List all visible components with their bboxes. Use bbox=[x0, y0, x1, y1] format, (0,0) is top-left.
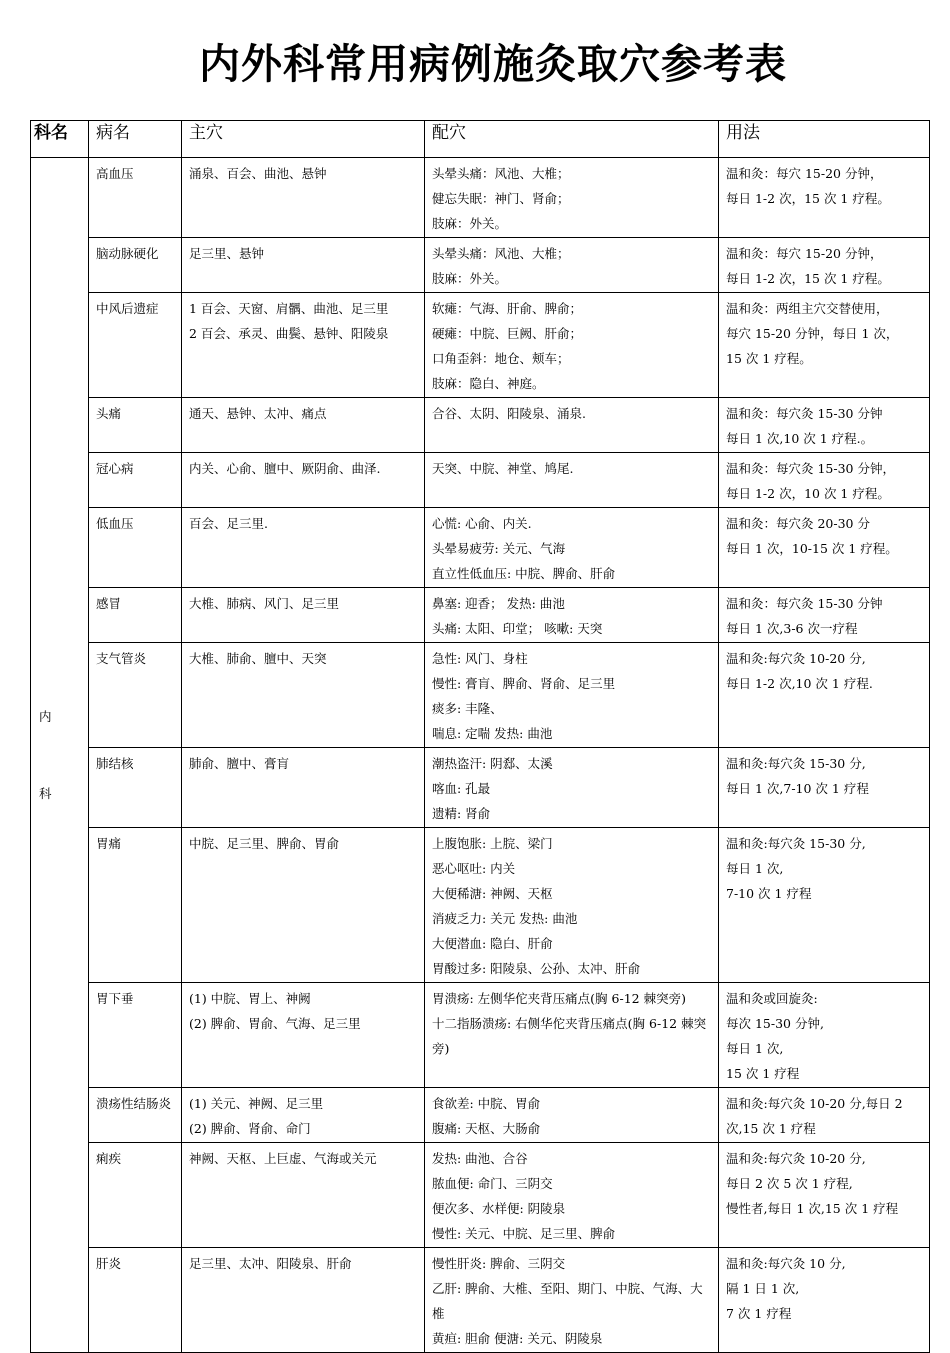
table-row bbox=[31, 748, 930, 828]
secondary-line: 肢麻：外关。 bbox=[432, 271, 508, 286]
secondary-line: 发热: 曲池、合谷 bbox=[432, 1151, 528, 1166]
usage-line: 每日 1 次, bbox=[726, 861, 784, 876]
secondary-line: 食欲差: 中脘、胃俞 bbox=[432, 1096, 541, 1111]
dept-label-char: 科 bbox=[39, 786, 52, 801]
secondary-line: 头晕头痛：风池、大椎； bbox=[432, 166, 570, 181]
secondary-line: 健忘失眠：神门、肾俞； bbox=[432, 191, 570, 206]
main-line: 足三里、太冲、阳陵泉、肝俞 bbox=[189, 1256, 352, 1271]
table-row bbox=[31, 398, 930, 453]
main-line: 大椎、肺病、风门、足三里 bbox=[189, 596, 340, 611]
usage-line: 慢性者,每日 1 次,15 次 1 疗程 bbox=[726, 1201, 899, 1216]
secondary-cell bbox=[425, 238, 719, 293]
main-cell bbox=[182, 398, 425, 453]
usage-line: 温和灸：每穴灸 20-30 分 bbox=[726, 516, 870, 531]
usage-line: 温和灸：每穴灸 15-30 分钟， bbox=[726, 461, 895, 476]
main-line: 中脘、足三里、脾俞、胃俞 bbox=[189, 836, 340, 851]
table-row bbox=[31, 453, 930, 508]
usage-line: 温和灸:每穴灸 15-30 分, bbox=[726, 756, 866, 771]
secondary-line: 鼻塞: 迎香； 发热: 曲池 bbox=[432, 596, 565, 611]
secondary-line: 胃溃疡: 左侧华佗夹背压痛点(胸 6-12 棘突旁) bbox=[432, 991, 686, 1006]
usage-cell bbox=[719, 398, 930, 453]
usage-line: 15 次 1 疗程。 bbox=[726, 351, 812, 366]
usage-line: 每日 1 次，10-15 次 1 疗程。 bbox=[726, 541, 898, 556]
disease-cell: 溃疡性结肠炎 bbox=[89, 1088, 182, 1143]
main-line: 内关、心俞、膻中、厥阴俞、曲泽. bbox=[189, 461, 381, 476]
usage-cell bbox=[719, 1248, 930, 1353]
secondary-line: 黄疸: 胆俞 便溏: 关元、阴陵泉 bbox=[432, 1331, 603, 1346]
disease-cell: 中风后遗症 bbox=[89, 293, 182, 398]
header-dept: 科名 bbox=[31, 121, 89, 158]
usage-line: 7 次 1 疗程 bbox=[726, 1306, 792, 1321]
usage-line: 隔 1 日 1 次, bbox=[726, 1281, 800, 1296]
main-line: (1) 关元、神阙、足三里 bbox=[189, 1096, 324, 1111]
usage-line: 每日 2 次 5 次 1 疗程, bbox=[726, 1176, 853, 1191]
secondary-cell bbox=[425, 293, 719, 398]
disease-cell: 胃下垂 bbox=[89, 983, 182, 1088]
header-main-points: 主穴 bbox=[182, 121, 425, 158]
usage-line: 温和灸:每穴灸 15-30 分, bbox=[726, 836, 866, 851]
table-body bbox=[31, 158, 930, 1353]
usage-cell bbox=[719, 828, 930, 983]
secondary-line: 肢麻：外关。 bbox=[432, 216, 508, 231]
disease-cell: 痢疾 bbox=[89, 1143, 182, 1248]
secondary-line: 天突、中脘、神堂、鸠尾. bbox=[432, 461, 574, 476]
usage-cell bbox=[719, 158, 930, 238]
usage-cell bbox=[719, 453, 930, 508]
secondary-line: 合谷、太阴、阳陵泉、涌泉. bbox=[432, 406, 586, 421]
header-usage: 用法 bbox=[719, 121, 930, 158]
usage-line: 每日 1 次,10 次 1 疗程.。 bbox=[726, 431, 874, 446]
secondary-line: 消疲乏力: 关元 发热: 曲池 bbox=[432, 911, 578, 926]
main-line: (2) 脾俞、胃俞、气海、足三里 bbox=[189, 1016, 361, 1031]
disease-cell: 高血压 bbox=[89, 158, 182, 238]
secondary-cell bbox=[425, 983, 719, 1088]
usage-line: 每日 1-2 次，10 次 1 疗程。 bbox=[726, 486, 890, 501]
table-row bbox=[31, 508, 930, 588]
table-row bbox=[31, 293, 930, 398]
usage-line: 每穴 15-20 分钟，每日 1 次， bbox=[726, 326, 899, 341]
usage-line: 每日 1-2 次，15 次 1 疗程。 bbox=[726, 191, 890, 206]
secondary-line: 便次多、水样便: 阴陵泉 bbox=[432, 1201, 566, 1216]
secondary-cell bbox=[425, 1143, 719, 1248]
secondary-line: 直立性低血压: 中脘、脾俞、肝俞 bbox=[432, 566, 616, 581]
table-row bbox=[31, 158, 930, 238]
secondary-cell bbox=[425, 588, 719, 643]
usage-cell bbox=[719, 1088, 930, 1143]
page-title: 内外科常用病例施灸取穴参考表 bbox=[199, 40, 787, 88]
usage-line: 温和灸或回旋灸: bbox=[726, 991, 818, 1006]
disease-cell: 脑动脉硬化 bbox=[89, 238, 182, 293]
secondary-line: 大便潜血: 隐白、肝俞 bbox=[432, 936, 553, 951]
disease-cell: 胃痛 bbox=[89, 828, 182, 983]
usage-line: 每日 1 次,7-10 次 1 疗程 bbox=[726, 781, 869, 796]
usage-line: 15 次 1 疗程 bbox=[726, 1066, 800, 1081]
header-disease: 病名 bbox=[89, 121, 182, 158]
header-row bbox=[31, 121, 930, 158]
secondary-line: 软瘫：气海、肝俞、脾俞； bbox=[432, 301, 583, 316]
usage-line: 每次 15-30 分钟, bbox=[726, 1016, 824, 1031]
main-cell bbox=[182, 983, 425, 1088]
usage-cell bbox=[719, 643, 930, 748]
main-line: 百会、足三里. bbox=[189, 516, 268, 531]
secondary-line: 硬瘫：中脘、巨阙、肝俞； bbox=[432, 326, 583, 341]
main-line: 足三里、悬钟 bbox=[189, 246, 265, 261]
table-row bbox=[31, 1248, 930, 1353]
main-cell bbox=[182, 748, 425, 828]
secondary-line: 胃酸过多: 阳陵泉、公孙、太冲、肝俞 bbox=[432, 961, 641, 976]
secondary-line: 喘息: 定喘 发热: 曲池 bbox=[432, 726, 553, 741]
main-line: (1) 中脘、胃上、神阙 bbox=[189, 991, 311, 1006]
secondary-cell bbox=[425, 748, 719, 828]
usage-cell bbox=[719, 1143, 930, 1248]
disease-cell: 头痛 bbox=[89, 398, 182, 453]
secondary-cell bbox=[425, 1088, 719, 1143]
dept-label-char: 内 bbox=[39, 709, 52, 724]
table-row bbox=[31, 643, 930, 748]
secondary-line: 乙肝: 脾俞、大椎、至阳、期门、中脘、气海、大椎 bbox=[432, 1281, 703, 1321]
table-row bbox=[31, 983, 930, 1088]
main-cell bbox=[182, 1088, 425, 1143]
usage-line: 温和灸：每穴灸 15-30 分钟 bbox=[726, 596, 883, 611]
secondary-cell bbox=[425, 828, 719, 983]
secondary-line: 恶心呕吐: 内关 bbox=[432, 861, 516, 876]
table-row bbox=[31, 1143, 930, 1248]
secondary-line: 腹痛: 天枢、大肠俞 bbox=[432, 1121, 541, 1136]
secondary-cell bbox=[425, 643, 719, 748]
disease-cell: 支气管炎 bbox=[89, 643, 182, 748]
main-cell bbox=[182, 643, 425, 748]
secondary-line: 口角歪斜：地仓、颊车； bbox=[432, 351, 570, 366]
secondary-cell bbox=[425, 1248, 719, 1353]
secondary-line: 喀血: 孔最 bbox=[432, 781, 491, 796]
secondary-line: 肢麻：隐白、神庭。 bbox=[432, 376, 545, 391]
header-secondary-points: 配穴 bbox=[425, 121, 719, 158]
secondary-line: 大便稀溏: 神阙、天枢 bbox=[432, 886, 553, 901]
usage-line: 温和灸：两组主穴交替使用， bbox=[726, 301, 889, 316]
main-line: 1 百会、天窗、肩髃、曲池、足三里 bbox=[189, 301, 389, 316]
secondary-line: 潮热盗汗: 阴郄、太溪 bbox=[432, 756, 553, 771]
main-line: 神阙、天枢、上巨虚、气海或关元 bbox=[189, 1151, 377, 1166]
secondary-line: 上腹饱胀: 上脘、梁门 bbox=[432, 836, 553, 851]
disease-cell: 肺结核 bbox=[89, 748, 182, 828]
main-cell bbox=[182, 238, 425, 293]
main-cell bbox=[182, 1143, 425, 1248]
main-cell bbox=[182, 453, 425, 508]
table-row bbox=[31, 588, 930, 643]
dept-cell bbox=[31, 158, 89, 1353]
main-line: 2 百会、承灵、曲鬓、悬钟、阳陵泉 bbox=[189, 326, 389, 341]
main-cell bbox=[182, 508, 425, 588]
disease-cell: 肝炎 bbox=[89, 1248, 182, 1353]
main-cell bbox=[182, 293, 425, 398]
usage-line: 每日 1-2 次，15 次 1 疗程。 bbox=[726, 271, 890, 286]
secondary-line: 慢性: 膏肓、脾俞、肾俞、足三里 bbox=[432, 676, 616, 691]
secondary-line: 心慌: 心俞、内关. bbox=[432, 516, 532, 531]
main-line: 大椎、肺俞、膻中、天突 bbox=[189, 651, 327, 666]
main-line: 涌泉、百会、曲池、悬钟 bbox=[189, 166, 327, 181]
usage-cell bbox=[719, 238, 930, 293]
secondary-cell bbox=[425, 508, 719, 588]
usage-line: 温和灸:每穴灸 10-20 分, bbox=[726, 1151, 866, 1166]
table-row bbox=[31, 238, 930, 293]
usage-cell bbox=[719, 748, 930, 828]
usage-line: 7-10 次 1 疗程 bbox=[726, 886, 812, 901]
main-line: 通天、悬钟、太冲、痛点 bbox=[189, 406, 327, 421]
secondary-line: 十二指肠溃疡: 右侧华佗夹背压痛点(胸 6-12 棘突旁) bbox=[432, 1016, 707, 1056]
disease-cell: 冠心病 bbox=[89, 453, 182, 508]
main-cell bbox=[182, 828, 425, 983]
secondary-line: 遗精: 肾俞 bbox=[432, 806, 491, 821]
secondary-line: 脓血便: 命门、三阴交 bbox=[432, 1176, 553, 1191]
usage-cell bbox=[719, 588, 930, 643]
main-line: (2) 脾俞、肾俞、命门 bbox=[189, 1121, 311, 1136]
disease-cell: 低血压 bbox=[89, 508, 182, 588]
main-line: 肺俞、膻中、膏肓 bbox=[189, 756, 290, 771]
main-cell bbox=[182, 1248, 425, 1353]
usage-line: 温和灸：每穴 15-20 分钟， bbox=[726, 166, 883, 181]
secondary-cell bbox=[425, 398, 719, 453]
usage-line: 每日 1-2 次,10 次 1 疗程. bbox=[726, 676, 873, 691]
usage-line: 温和灸：每穴灸 15-30 分钟 bbox=[726, 406, 883, 421]
acupoint-reference-table bbox=[30, 120, 930, 1353]
secondary-line: 急性: 风门、身柱 bbox=[432, 651, 528, 666]
secondary-line: 痰多: 丰隆、 bbox=[432, 701, 503, 716]
main-cell bbox=[182, 588, 425, 643]
main-cell bbox=[182, 158, 425, 238]
usage-line: 每日 1 次,3-6 次一疗程 bbox=[726, 621, 858, 636]
table-row bbox=[31, 1088, 930, 1143]
secondary-line: 慢性: 关元、中脘、足三里、脾俞 bbox=[432, 1226, 616, 1241]
secondary-line: 头晕易疲劳: 关元、气海 bbox=[432, 541, 566, 556]
secondary-line: 头晕头痛：风池、大椎； bbox=[432, 246, 570, 261]
secondary-line: 头痛: 太阳、印堂； 咳嗽: 天突 bbox=[432, 621, 603, 636]
secondary-cell bbox=[425, 453, 719, 508]
table-row bbox=[31, 828, 930, 983]
secondary-line: 慢性肝炎: 脾俞、三阴交 bbox=[432, 1256, 566, 1271]
usage-line: 温和灸：每穴 15-20 分钟， bbox=[726, 246, 883, 261]
usage-cell bbox=[719, 293, 930, 398]
usage-cell bbox=[719, 983, 930, 1088]
usage-line: 每日 1 次, bbox=[726, 1041, 784, 1056]
usage-line: 温和灸:每穴灸 10 分, bbox=[726, 1256, 846, 1271]
usage-line: 温和灸:每穴灸 10-20 分, bbox=[726, 651, 866, 666]
usage-line: 温和灸:每穴灸 10-20 分,每日 2 次,15 次 1 疗程 bbox=[726, 1096, 903, 1136]
usage-cell bbox=[719, 508, 930, 588]
secondary-cell bbox=[425, 158, 719, 238]
disease-cell: 感冒 bbox=[89, 588, 182, 643]
